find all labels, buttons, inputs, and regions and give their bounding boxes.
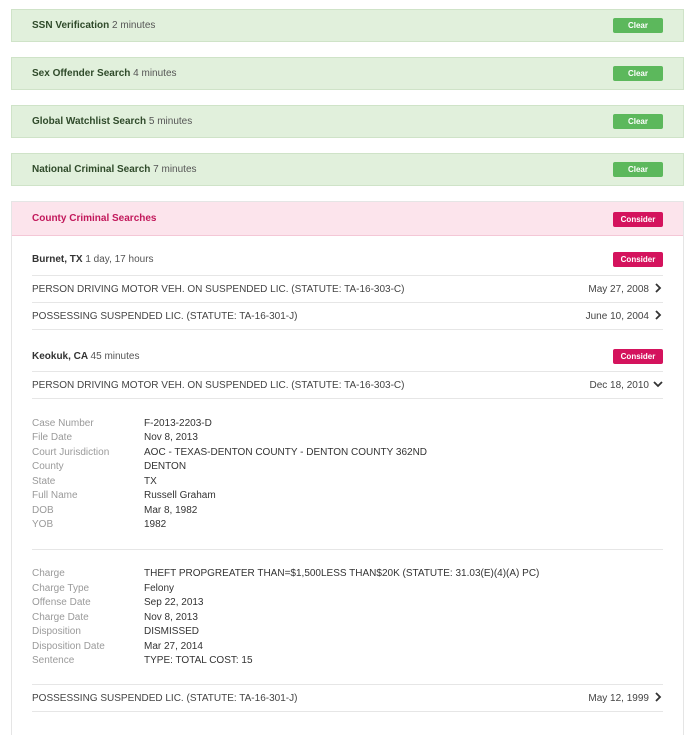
detail-label: DOB (32, 505, 54, 516)
location-duration: 45 minutes (90, 351, 140, 362)
status-badge-consider: Consider (613, 212, 663, 227)
detail-value: TX (144, 476, 157, 487)
detail-charge (32, 568, 663, 582)
location-header-keokuk (32, 343, 663, 371)
charge-row[interactable] (32, 684, 663, 712)
check-name: National Criminal Search (32, 164, 151, 175)
detail-yob (32, 519, 663, 533)
charge-date: May 27, 2008 (588, 284, 649, 295)
detail-label: Full Name (32, 490, 78, 501)
detail-charge-type (32, 583, 663, 597)
detail-label: Disposition Date (32, 641, 105, 652)
location-header-burnet (32, 246, 663, 274)
detail-label: Offense Date (32, 597, 91, 608)
chevron-down-icon (653, 378, 663, 390)
detail-label: Case Number (32, 418, 94, 429)
detail-label: Court Jurisdiction (32, 447, 110, 458)
detail-label: State (32, 476, 56, 487)
county-criminal-searches-panel (11, 201, 684, 735)
detail-label: YOB (32, 519, 54, 530)
divider (32, 549, 663, 550)
check-name: Global Watchlist Search (32, 116, 147, 127)
detail-case-number (32, 418, 663, 432)
status-badge-clear: Clear (613, 66, 663, 81)
panel-title: County Criminal Searches (32, 213, 157, 224)
check-name: SSN Verification (32, 20, 110, 31)
detail-offense-date (32, 597, 663, 611)
charge-row[interactable] (32, 302, 663, 330)
detail-value: Felony (144, 583, 175, 594)
check-duration: 7 minutes (153, 164, 197, 175)
national-criminal-search-row[interactable] (11, 153, 684, 186)
detail-court-jurisdiction (32, 447, 663, 461)
detail-label: Charge Type (32, 583, 90, 594)
detail-value: Nov 8, 2013 (144, 432, 198, 443)
detail-value: Nov 8, 2013 (144, 612, 198, 623)
check-duration: 2 minutes (112, 20, 156, 31)
detail-value: Russell Graham (144, 490, 216, 501)
chevron-right-icon (653, 309, 663, 321)
county-criminal-searches-header[interactable] (12, 202, 683, 236)
charge-row-expanded[interactable] (32, 371, 663, 399)
check-name: Sex Offender Search (32, 68, 131, 79)
detail-value: DENTON (144, 461, 187, 472)
detail-value: AOC - TEXAS-DENTON COUNTY - DENTON COUNTY 362ND (144, 447, 428, 458)
status-badge-clear: Clear (613, 18, 663, 33)
detail-value: 1982 (144, 519, 167, 530)
charge-description: PERSON DRIVING MOTOR VEH. ON SUSPENDED LIC. (STATUTE: TA-16-303-C) (32, 380, 405, 391)
location-name (32, 351, 139, 362)
check-title (32, 164, 197, 175)
detail-dob (32, 505, 663, 519)
sex-offender-search-row[interactable] (11, 57, 684, 90)
detail-label: File Date (32, 432, 73, 443)
detail-label: Charge Date (32, 612, 89, 623)
detail-label: County (32, 461, 64, 472)
detail-value: Sep 22, 2013 (144, 597, 204, 608)
check-title (32, 116, 192, 127)
detail-sentence (32, 655, 663, 669)
charge-date: June 10, 2004 (585, 311, 649, 322)
status-badge-clear: Clear (613, 162, 663, 177)
detail-label: Charge (32, 568, 65, 579)
detail-value: TYPE: TOTAL COST: 15 (144, 655, 253, 666)
location-label: Burnet, TX (32, 254, 83, 265)
detail-county (32, 461, 663, 475)
chevron-right-icon (653, 691, 663, 703)
check-title (32, 20, 155, 31)
check-duration: 4 minutes (133, 68, 177, 79)
detail-value: THEFT PROPGREATER THAN=$1,500LESS THAN$20K (STATUTE: 31.03(E)(4)(A) PC) (144, 568, 540, 579)
detail-label: Sentence (32, 655, 75, 666)
ssn-verification-row[interactable] (11, 9, 684, 42)
status-badge-clear: Clear (613, 114, 663, 129)
detail-label: Disposition (32, 626, 81, 637)
charge-row[interactable] (32, 275, 663, 302)
status-badge-consider: Consider (613, 349, 663, 364)
location-name (32, 254, 154, 265)
detail-value: Mar 8, 1982 (144, 505, 198, 516)
charge-description: PERSON DRIVING MOTOR VEH. ON SUSPENDED LIC. (STATUTE: TA-16-303-C) (32, 284, 405, 295)
detail-disposition (32, 626, 663, 640)
detail-full-name (32, 490, 663, 504)
detail-file-date (32, 432, 663, 446)
status-badge-consider: Consider (613, 252, 663, 267)
charge-date: Dec 18, 2010 (589, 380, 649, 391)
detail-charge-date (32, 612, 663, 626)
location-label: Keokuk, CA (32, 351, 88, 362)
location-duration: 1 day, 17 hours (85, 254, 154, 265)
charge-description: POSSESSING SUSPENDED LIC. (STATUTE: TA-16-301-J) (32, 311, 298, 322)
charge-date: May 12, 1999 (588, 693, 649, 704)
chevron-right-icon (653, 282, 663, 294)
detail-state (32, 476, 663, 490)
check-duration: 5 minutes (148, 116, 193, 127)
detail-value: DISMISSED (144, 626, 200, 637)
check-title (32, 68, 177, 79)
charge-description: POSSESSING SUSPENDED LIC. (STATUTE: TA-16-301-J) (32, 693, 298, 704)
detail-disposition-date (32, 641, 663, 655)
global-watchlist-search-row[interactable] (11, 105, 684, 138)
detail-value: Mar 27, 2014 (144, 641, 203, 652)
detail-value: F-2013-2203-D (144, 418, 212, 429)
